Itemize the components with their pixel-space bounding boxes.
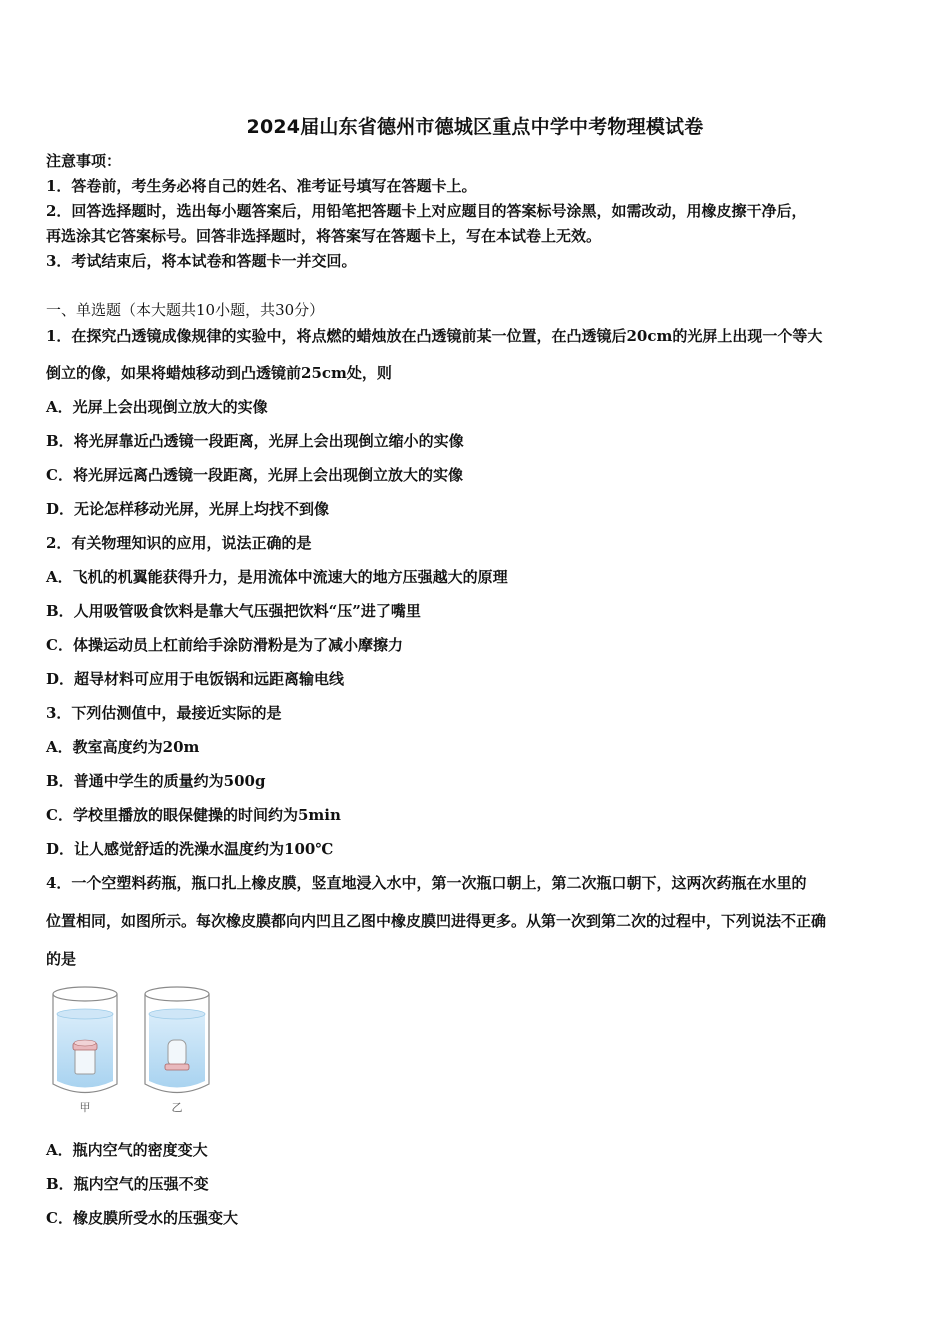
- question-3-stem: 3．下列估测值中，最接近实际的是: [46, 704, 282, 722]
- question-1-stem: 1．在探究凸透镜成像规律的实验中，将点燃的蜡烛放在凸透镜前某一位置，在凸透镜后20cm的光屏上出现一个等大: [46, 327, 823, 345]
- question-1-option-b: B．将光屏靠近凸透镜一段距离，光屏上会出现倒立缩小的实像: [46, 432, 464, 450]
- bottles-in-water-figure: [44, 980, 224, 1115]
- note-item: 1．答卷前，考生务必将自己的姓名、准考证号填写在答题卡上。: [46, 177, 477, 195]
- figure-label-jia: 甲: [79, 1101, 91, 1114]
- question-4-stem: 的是: [46, 950, 77, 968]
- notes-heading: 注意事项：: [46, 152, 122, 170]
- question-1-option-c: C．将光屏远离凸透镜一段距离，光屏上会出现倒立放大的实像: [46, 466, 463, 484]
- question-4-option-c: C．橡皮膜所受水的压强变大: [46, 1209, 238, 1227]
- question-2-stem: 2．有关物理知识的应用，说法正确的是: [46, 534, 312, 552]
- question-2-option-d: D．超导材料可应用于电饭锅和远距离输电线: [46, 670, 345, 688]
- question-3-option-b: B．普通中学生的质量约为500g: [46, 772, 266, 790]
- question-1-option-d: D．无论怎样移动光屏，光屏上均找不到像: [46, 500, 330, 518]
- question-1-stem: 倒立的像，如果将蜡烛移动到凸透镜前25cm处，则: [46, 364, 392, 382]
- question-4-option-b: B．瓶内空气的压强不变: [46, 1175, 209, 1193]
- beaker-jia: [53, 987, 117, 1093]
- figure-label-yi: 乙: [171, 1101, 183, 1114]
- question-2-option-c: C．体操运动员上杠前给手涂防滑粉是为了减小摩擦力: [46, 636, 403, 654]
- note-item: 2．回答选择题时，选出每小题答案后，用铅笔把答题卡上对应题目的答案标号涂黑，如需改动，用橡皮擦干净后，: [46, 202, 807, 220]
- page-title: 2024届山东省德州市德城区重点中学中考物理模试卷: [246, 116, 704, 138]
- beaker-yi: [145, 987, 209, 1093]
- question-1-option-a: A．光屏上会出现倒立放大的实像: [46, 398, 268, 416]
- question-2-option-a: A．飞机的机翼能获得升力，是用流体中流速大的地方压强越大的原理: [46, 568, 508, 586]
- question-3-option-d: D．让人感觉舒适的洗澡水温度约为100℃: [46, 840, 334, 858]
- note-item: 3．考试结束后，将本试卷和答题卡一并交回。: [46, 252, 357, 270]
- question-4-stem: 位置相同，如图所示。每次橡皮膜都向内凹且乙图中橡皮膜凹进得更多。从第一次到第二次的过程中，下列说法不正确: [46, 912, 827, 930]
- question-4-option-a: A．瓶内空气的密度变大: [46, 1141, 208, 1159]
- question-2-option-b: B．人用吸管吸食饮料是靠大气压强把饮料“压”进了嘴里: [46, 602, 421, 620]
- section-heading: 一、单选题（本大题共10小题，共30分）: [46, 301, 325, 319]
- question-4-stem: 4．一个空塑料药瓶，瓶口扎上橡皮膜，竖直地浸入水中，第一次瓶口朝上，第二次瓶口朝下，这两次药瓶在水里的: [46, 874, 807, 892]
- note-item: 再选涂其它答案标号。回答非选择题时，将答案写在答题卡上，写在本试卷上无效。: [46, 227, 602, 245]
- question-3-option-a: A．教室高度约为20m: [46, 738, 200, 756]
- question-3-option-c: C．学校里播放的眼保健操的时间约为5min: [46, 806, 341, 824]
